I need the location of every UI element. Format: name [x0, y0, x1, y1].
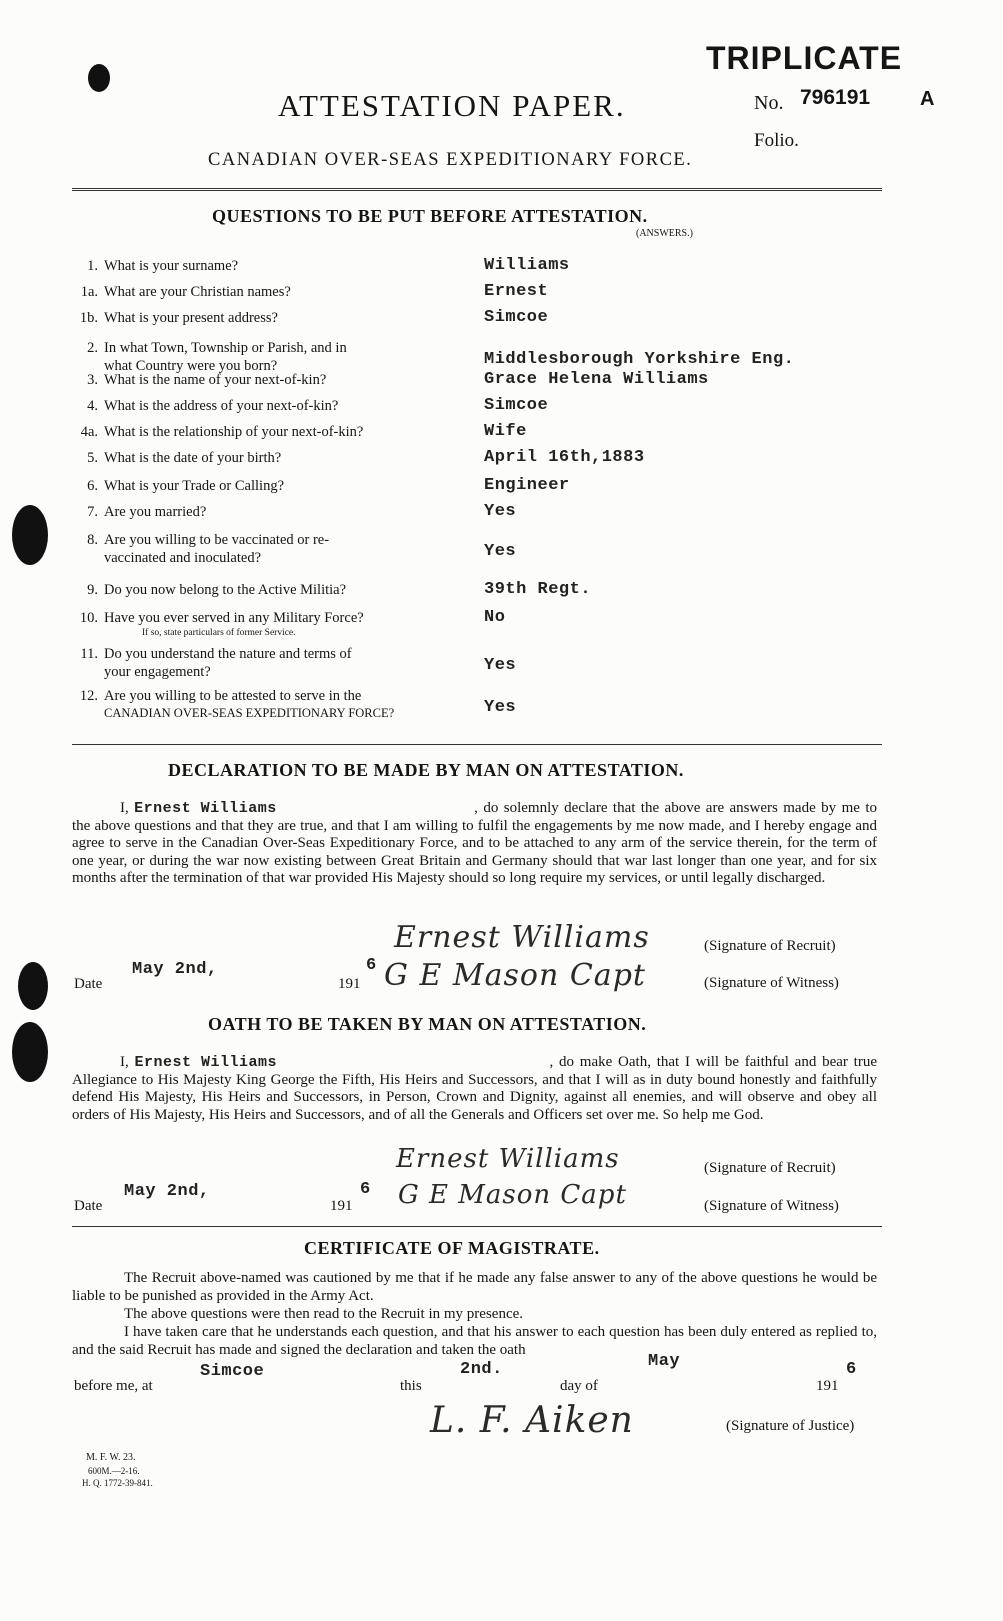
declaration-witness-signature: G E Mason Capt — [384, 958, 646, 993]
declaration-name: Ernest Williams — [134, 800, 277, 817]
document-title: ATTESTATION PAPER. — [278, 88, 626, 123]
answer-value: Grace Helena Williams — [484, 370, 709, 389]
question-note: If so, state particulars of former Service. — [142, 628, 296, 638]
answer-value: Engineer — [484, 476, 570, 495]
answer-value: April 16th,1883 — [484, 448, 645, 467]
folio-label: Folio. — [754, 130, 799, 151]
footer-hq-ref: H. Q. 1772-39-841. — [82, 1478, 153, 1488]
declaration-body: , do solemnly declare that the above are answers made by me to the above questions and that they are true, and that I am willing to fulfil the engagements by me now made, and I hereby engage and agree to serve in the Canadian Over-Seas Expeditionary Force, and to be attached to any arm of the service therein, for the term of one year, or during the war now existing between Great Britain and Germany should that war last longer than one year, and for six months after the termination of that war provided His Majesty should so long require my services, or until legally discharged. — [72, 800, 877, 886]
declaration-witness-label: (Signature of Witness) — [704, 975, 839, 991]
question-number: 5. — [87, 450, 98, 466]
magistrate-label: (Signature of Justice) — [726, 1418, 855, 1434]
declaration-date: May 2nd, — [132, 960, 218, 979]
question-number: 7. — [87, 504, 98, 520]
footer-print-run: 600M.—2-16. — [88, 1466, 140, 1476]
certificate-para3 — [72, 1324, 877, 1359]
answer-value: Simcoe — [484, 396, 549, 415]
question-text: What is the relationship of your next-of-kin? — [104, 424, 364, 440]
declaration-i: I, — [120, 800, 129, 816]
answer-value: No — [484, 608, 506, 627]
certificate-day: 2nd. — [460, 1360, 503, 1379]
question-number: 2. — [87, 340, 98, 356]
question-text: Are you willing to be vaccinated or re- — [104, 532, 330, 548]
answers-label: (ANSWERS.) — [636, 228, 693, 239]
question-text: Have you ever served in any Military Force? — [104, 610, 364, 626]
question-text-continued: your engagement? — [104, 664, 211, 680]
certificate-year-prefix: 191 — [816, 1378, 839, 1394]
question-text: Do you understand the nature and terms of — [104, 646, 352, 662]
question-number: 4. — [87, 398, 98, 414]
oath-witness-signature: G E Mason Capt — [398, 1180, 627, 1210]
question-text: What is the name of your next-of-kin? — [104, 372, 327, 388]
certificate-para1-text: The Recruit above-named was cautioned by me that if he made any false answer to any of the above questions he would be liable to be punished as provided in the Army Act. — [72, 1270, 877, 1304]
question-text-continued: CANADIAN OVER-SEAS EXPEDITIONARY FORCE? — [104, 706, 395, 720]
certificate-para1 — [72, 1270, 877, 1305]
declaration-recruit-label: (Signature of Recruit) — [704, 938, 836, 954]
answer-value: Ernest — [484, 282, 549, 301]
answer-value: Wife — [484, 422, 527, 441]
question-text: Are you married? — [104, 504, 207, 520]
question-text: What is your surname? — [104, 258, 239, 274]
certificate-para3-text: I have taken care that he understands each question, and that his answer to each question has been duly entered as replied to, and the said Recruit has made and signed the declaration and taken the oath — [72, 1324, 877, 1358]
question-text-continued: vaccinated and inoculated? — [104, 550, 262, 566]
serial-number: 796191 — [800, 86, 871, 109]
question-text: Are you willing to be attested to serve in the — [104, 688, 362, 704]
oath-text — [72, 1054, 877, 1124]
question-text: What is your present address? — [104, 310, 278, 326]
punch-hole-3 — [12, 1022, 48, 1082]
oath-witness-label: (Signature of Witness) — [704, 1198, 839, 1214]
oath-date: May 2nd, — [124, 1182, 210, 1201]
answer-value: Yes — [484, 542, 517, 561]
question-text-continued: what Country were you born? — [104, 358, 278, 374]
footer-form-number: M. F. W. 23. — [86, 1452, 136, 1463]
question-text: What is the address of your next-of-kin? — [104, 398, 339, 414]
question-text: Do you now belong to the Active Militia? — [104, 582, 347, 598]
declaration-year-digit: 6 — [366, 956, 377, 975]
oath-body: , do make Oath, that I will be faithful and bear true Allegiance to His Majesty King George the Fifth, His Heirs and Successors, and that I will as in duty bound honestly and faithfully defend His Majesty, His Heirs and Successors, in Person, Crown and Dignity, against all enemies, and will observe and obey all orders of His Majesty, His Heirs and Successors, and of all the Generals and Officers set over me. So help me God. — [72, 1054, 877, 1123]
answer-value: 39th Regt. — [484, 580, 592, 599]
question-number: 1b. — [79, 310, 98, 326]
no-label: No. — [754, 92, 784, 114]
oath-year-digit: 6 — [360, 1180, 371, 1199]
declaration-text — [72, 800, 877, 888]
question-number: 11. — [80, 646, 98, 662]
oath-recruit-label: (Signature of Recruit) — [704, 1160, 836, 1176]
day-of-label: day of — [560, 1378, 598, 1394]
this-label: this — [400, 1378, 422, 1394]
punch-hole-top — [88, 64, 110, 92]
before-me-label: before me, at — [74, 1378, 153, 1394]
questions-heading: QUESTIONS TO BE PUT BEFORE ATTESTATION. — [212, 206, 648, 226]
oath-name: Ernest Williams — [134, 1054, 278, 1071]
serial-suffix: A — [920, 88, 935, 110]
certificate-year-digit: 6 — [846, 1360, 857, 1379]
certificate-heading: CERTIFICATE OF MAGISTRATE. — [304, 1238, 600, 1258]
punch-hole-2 — [18, 962, 48, 1010]
header-divider — [72, 188, 882, 191]
answer-value: Yes — [484, 656, 517, 675]
oath-recruit-signature: Ernest Williams — [396, 1144, 620, 1174]
oath-divider — [72, 1226, 882, 1227]
declaration-heading: DECLARATION TO BE MADE BY MAN ON ATTESTATION. — [168, 760, 684, 780]
answer-value: Middlesborough Yorkshire Eng. — [484, 350, 795, 369]
question-text: In what Town, Township or Parish, and in — [104, 340, 347, 356]
question-number: 9. — [87, 582, 98, 598]
certificate-place: Simcoe — [200, 1362, 265, 1381]
declaration-date-label: Date — [74, 976, 103, 992]
certificate-para2 — [72, 1306, 877, 1324]
question-number: 1a. — [80, 284, 98, 300]
answer-value: Williams — [484, 256, 570, 275]
answer-value: Simcoe — [484, 308, 549, 327]
oath-i: I, — [120, 1054, 129, 1070]
question-text: What is the date of your birth? — [104, 450, 282, 466]
question-number: 8. — [87, 532, 98, 548]
question-text: What are your Christian names? — [104, 284, 291, 300]
oath-date-label: Date — [74, 1198, 103, 1214]
declaration-recruit-signature: Ernest Williams — [394, 920, 650, 955]
triplicate-stamp: TRIPLICATE — [706, 40, 903, 76]
question-number: 10. — [79, 610, 98, 626]
question-number: 3. — [87, 372, 98, 388]
oath-year-prefix: 191 — [330, 1198, 353, 1214]
questions-divider — [72, 744, 882, 745]
certificate-para2-text: The above questions were then read to the Recruit in my presence. — [124, 1306, 524, 1322]
answer-value: Yes — [484, 698, 517, 717]
question-number: 1. — [87, 258, 98, 274]
magistrate-signature: L. F. Aiken — [430, 1400, 634, 1441]
question-text: What is your Trade or Calling? — [104, 478, 285, 494]
question-number: 12. — [79, 688, 98, 704]
question-number: 4a. — [80, 424, 98, 440]
certificate-month: May — [648, 1352, 681, 1371]
punch-hole-1 — [12, 505, 48, 565]
oath-heading: OATH TO BE TAKEN BY MAN ON ATTESTATION. — [208, 1014, 647, 1034]
declaration-year-prefix: 191 — [338, 976, 361, 992]
document-subtitle: CANADIAN OVER-SEAS EXPEDITIONARY FORCE. — [208, 150, 693, 170]
answer-value: Yes — [484, 502, 517, 521]
question-number: 6. — [87, 478, 98, 494]
